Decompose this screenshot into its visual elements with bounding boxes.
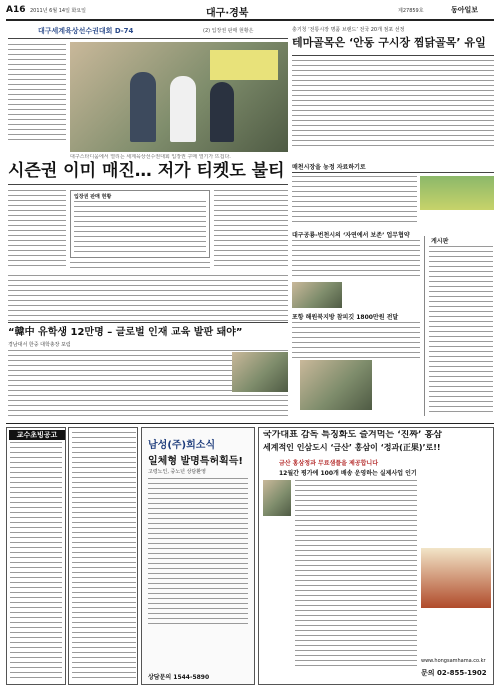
news-photo [292,282,342,308]
health-ad-sub: 고령노인, 중노년 상담환영 [148,469,206,475]
right-headline: 테마골목은 ‘안동 구시장 찜닭골목’ 유일 [292,36,486,49]
news-photo [232,352,288,392]
divider [292,172,494,173]
series-banner [8,25,288,37]
ads-rule [6,423,494,424]
ginseng-offer: 금산 홍삼정과 무료샘플을 제공합니다 [279,460,379,467]
building-photo [420,176,494,210]
notice-list [429,246,493,414]
photo-person [210,82,234,142]
article-body [70,262,210,270]
edition-number: 제27859호 [398,8,424,14]
ginseng-subheadline: 세계적인 인삼도시 ‘금산’ 홍삼이 ‘정과(正果)’로!! [263,443,441,452]
news-photo [70,42,288,152]
right-subheadline: 포항 해원북지방 참피깃 1800만원 전달 [292,314,399,321]
headline-secondary: “韓中 유학생 12만명 – 글로벌 인재 교육 발판 돼야” [8,327,243,338]
photo-person [170,76,196,142]
right-subheadline: 대구공룡-번천시의 ‘자연에서 보존’ 업무협약 [292,232,410,239]
ginseng-product-photo [421,548,491,608]
lede-text [8,44,66,140]
article-body [292,176,417,224]
photo-person [130,72,156,142]
notice-board-title: 게시판 [431,238,449,245]
classified-body [10,442,62,682]
ginseng-body [295,480,417,670]
divider [8,38,288,39]
health-ad-body [148,478,248,628]
health-ad-headline: 일체형 발명특허획득! [148,456,243,467]
classified-title: 교수초빙공고 [9,430,65,440]
article-body [292,60,494,150]
news-photo [300,360,372,410]
article-body [214,190,288,270]
headline-main: 시즌권 이미 매진… 저가 티켓도 불티 [8,161,285,181]
kicker: 충기청 ‘전통시장 명품 브랜드’ 전국 20개 점포 선정 [292,27,405,33]
table-title: 입장권 판매 현황 [74,194,112,200]
ginseng-offer-sub: 12월간 평가에 100개 배송 운영하는 실제사업 인기 [279,470,417,477]
page-number: A16 [6,5,26,15]
ginseng-ad [258,427,494,685]
notice-board [424,236,495,416]
article-body [8,190,66,270]
subheadline: 경남대서 한중 대학총장 포럼 [8,342,71,348]
ticket-table [70,190,210,258]
health-ad-phone: 상담문의 1544-5890 [148,674,210,681]
ginseng-headline: 국가대표 감독 특징화도 즐겨먹는 ‘진짜’ 홍삼 [263,430,442,440]
photo-sign [210,50,278,80]
photo-caption: 대구스타디움에서 열리는 세계육상선수권대회 입장권 구매 열기가 뜨겁다. [70,154,231,160]
article-body [8,275,288,321]
article-body [292,240,420,280]
table-rows [74,201,206,255]
masthead-rule [6,19,494,21]
masthead [6,4,494,18]
section-title: 대구·경북 [206,8,249,19]
classified-ad [68,427,138,685]
paper-name: 동아일보 [451,6,479,14]
series-note: (2) 입장권 판매 현황은 [203,28,254,34]
coach-photo [263,480,291,516]
health-ad [141,427,255,685]
article-body [292,322,420,360]
classified-ad [6,427,66,685]
ginseng-phone: 문의 02-855-1902 [421,669,487,677]
classified-body [72,432,136,682]
issue-date: 2011년 6월 14일 화요일 [30,8,87,14]
series-title: 대구세계육상선수권대회 D-74 [38,27,134,35]
divider [8,184,288,185]
divider [292,55,494,56]
ginseng-website: www.hongsamhama.co.kr [421,658,486,664]
right-subheadline: 매천시장을 농정 자료하기로 [292,164,366,171]
divider [8,322,288,323]
health-ad-brand: 남성(주)희소식 [148,440,216,451]
